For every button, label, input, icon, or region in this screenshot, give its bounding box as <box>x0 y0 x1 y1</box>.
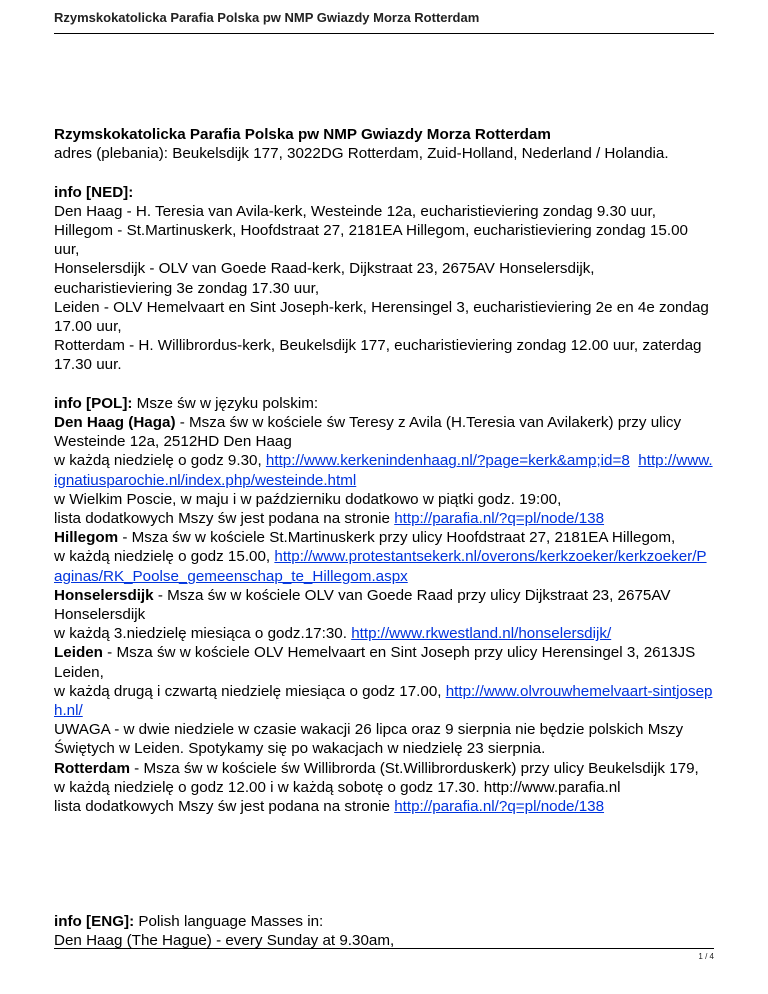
eng-heading: info [ENG]: <box>54 913 135 931</box>
document-body <box>54 125 714 951</box>
eng-line: Den Haag (The Hague) - every Sunday at 9.30am, <box>54 932 395 950</box>
leiden-when: w każdą drugą i czwartą niedzielę miesiąca o godz 17.00, <box>54 682 446 700</box>
header-divider <box>54 33 714 34</box>
page-number: 1 / 4 <box>698 952 714 961</box>
pol-heading: info [POL]: <box>54 394 133 412</box>
rotterdam-extra: lista dodatkowych Mszy św jest podana na stronie <box>54 798 395 816</box>
hillegom-when: w każdą niedzielę o godz 15.00, <box>54 548 275 566</box>
honselersdijk-when: w każdą 3.niedzielę miesiąca o godz.17:30. <box>54 625 352 643</box>
footer-divider <box>54 948 714 949</box>
leiden-desc: - Msza św w kościele OLV Hemelvaart en Sint Joseph przy ulicy Herensingel 3, 2613JS Leiden, <box>54 644 696 681</box>
denhaag-extra-link[interactable]: http://parafia.nl/?q=pl/node/138 <box>394 510 605 528</box>
running-header: Rzymskokatolicka Parafia Polska pw NMP Gwiazdy Morza Rotterdam <box>54 10 480 25</box>
hillegom-name: Hillegom <box>54 529 119 547</box>
parish-address: adres (plebania): Beukelsdijk 177, 3022DG Rotterdam, Zuid-Holland, Nederland / Holandia. <box>54 145 669 163</box>
leiden-name: Leiden <box>54 644 103 662</box>
honselersdijk-name: Honselersdijk <box>54 586 154 604</box>
denhaag-extra-2: lista dodatkowych Mszy św jest podana na stronie <box>54 510 395 528</box>
ned-heading: info [NED]: <box>54 183 134 201</box>
hillegom-desc: - Msza św w kościele St.Martinuskerk przy ulicy Hoofdstraat 27, 2181EA Hillegom, <box>118 529 676 547</box>
ned-section <box>54 183 714 375</box>
honselersdijk-link[interactable]: http://www.rkwestland.nl/honselersdijk/ <box>351 625 612 643</box>
eng-heading-text: Polish language Masses in: <box>134 913 324 931</box>
ned-line: Den Haag - H. Teresia van Avila-kerk, Westeinde 12a, eucharistieviering zondag 9.30 uur, <box>54 202 656 220</box>
pol-heading-text: Msze św w języku polskim: <box>132 394 319 412</box>
honselersdijk-desc: - Msza św w kościele OLV van Goede Raad przy ulicy Dijkstraat 23, 2675AV Honselersdijk <box>54 586 671 624</box>
leiden-notice: UWAGA - w dwie niedziele w czasie wakacji 26 lipca oraz 9 sierpnia nie będzie polskich Mszy Świętych w Leiden. Spotykamy się po wakacjach w niedzielę 23 sierpnia. <box>54 721 684 758</box>
denhaag-when: w każdą niedzielę o godz 9.30, <box>54 452 266 470</box>
rotterdam-desc: - Msza św w kościele św Willibrorda (St.Willibrorduskerk) przy ulicy Beukelsdijk 179, <box>129 759 699 777</box>
denhaag-link-2[interactable]: http://www.ignatiusparochie.nl/index.php/westeinde.html <box>54 452 713 489</box>
denhaag-desc: - Msza św w kościele św Teresy z Avila (H.Teresia van Avilakerk) przy ulicy Westeinde 12a, 2512HD Den Haag <box>54 414 682 451</box>
denhaag-link-1[interactable]: http://www.kerkenindenhaag.nl/?page=kerk&amp;id=8 <box>265 452 630 470</box>
ned-line: Leiden - OLV Hemelvaart en Sint Joseph-kerk, Herensingel 3, eucharistieviering 2e en 4e zondag 17.00 uur, <box>54 298 709 336</box>
ned-line: Hillegom - St.Martinuskerk, Hoofdstraat 27, 2181EA Hillegom, eucharistieviering zondag 15.00 uur, <box>54 222 688 259</box>
leiden-link[interactable]: http://www.olvrouwhemelvaart-sintjoseph.nl/ <box>54 682 713 720</box>
denhaag-name: Den Haag (Haga) <box>54 414 176 432</box>
ned-line: Rotterdam - H. Willibrordus-kerk, Beukelsdijk 177, eucharistieviering zondag 12.00 uur, zaterdag 17.30 uur. <box>54 337 702 374</box>
intro-section <box>54 125 714 163</box>
parish-title: Rzymskokatolicka Parafia Polska pw NMP Gwiazdy Morza Rotterdam <box>54 126 551 143</box>
rotterdam-extra-link[interactable]: http://parafia.nl/?q=pl/node/138 <box>394 798 605 816</box>
ned-line: Honselersdijk - OLV van Goede Raad-kerk, Dijkstraat 23, 2675AV Honselersdijk, eucharistieviering 3e zondag 17.30 uur, <box>54 260 595 297</box>
denhaag-extra-1: w Wielkim Poscie, w maju i w październiku dodatkowo w piątki godz. 19:00, <box>54 490 562 508</box>
hillegom-link[interactable]: http://www.protestantsekerk.nl/overons/kerkzoeker/kerkzoeker/Paginas/RK_Poolse_gemeenschap_te_Hillegom.aspx <box>54 548 707 585</box>
pol-section <box>54 394 714 816</box>
rotterdam-when: w każdą niedzielę o godz 12.00 i w każdą sobotę o godz 17.30. http://www.parafia.nl <box>54 778 621 796</box>
eng-section <box>54 912 714 950</box>
rotterdam-name: Rotterdam <box>54 759 130 777</box>
